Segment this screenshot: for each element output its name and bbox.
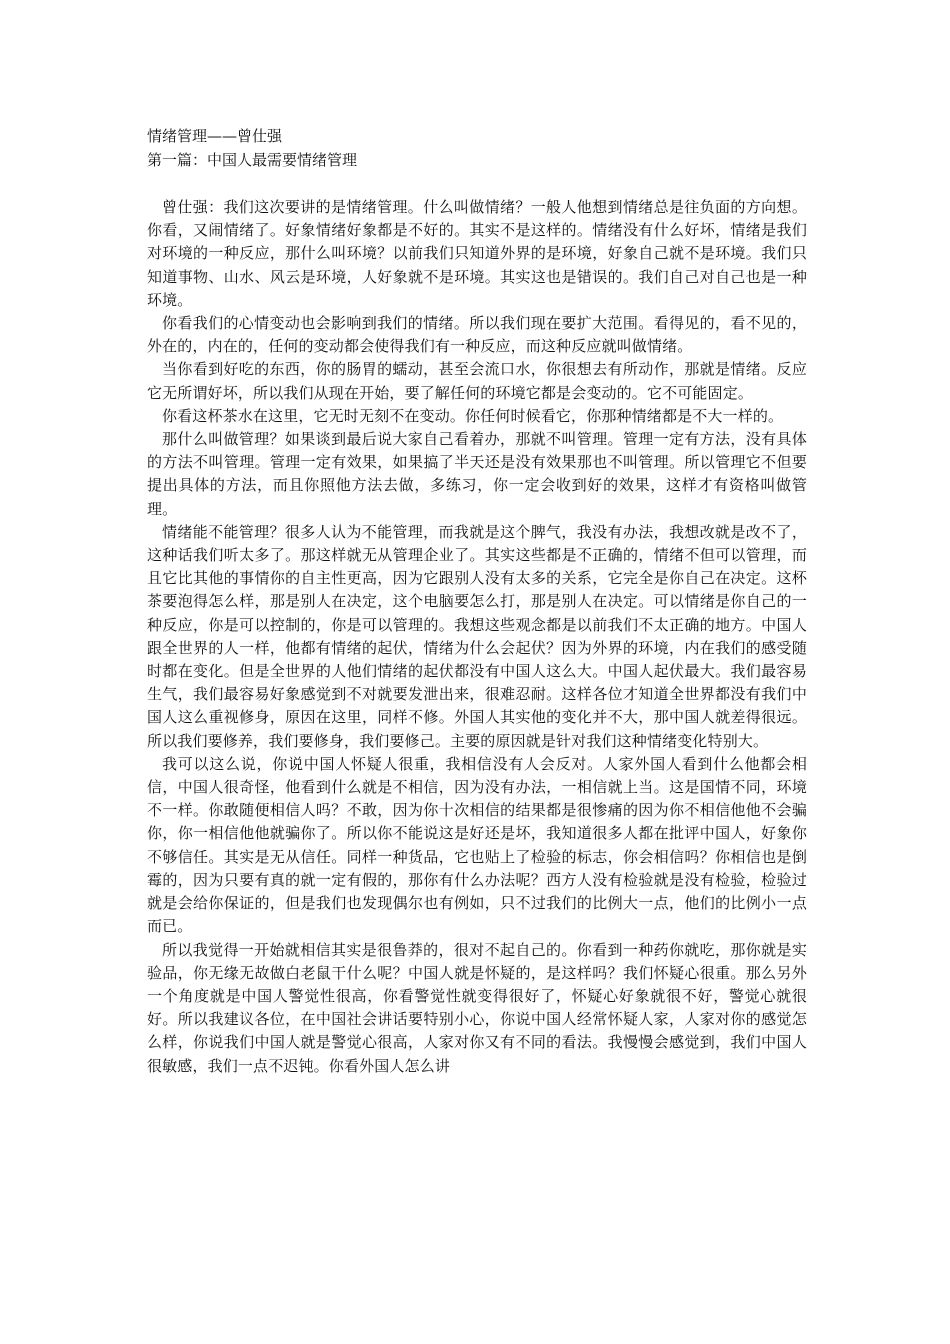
paragraph-8: 所以我觉得一开始就相信其实是很鲁莽的，很对不起自己的。你看到一种药你就吃，那你就是实验品，你无缘无故做白老鼠干什么呢？中国人就是怀疑的，是这样吗？我们怀疑心很重。那么另外一个角度就是中国人警觉性很高，你看警觉性就变得很好了，怀疑心好象就很不好，警觉心就很好。所以我建议各位，在中国社会讲话要特别小心，你说中国人经常怀疑人家，人家对你的感觉怎么样，你说我们中国人就是警觉心很高，人家对你又有不同的看法。我慢慢会感觉到，我们中国人很敏感，我们一点不迟钝。你看外国人怎么讲	[147, 940, 807, 1075]
document-page	[147, 124, 807, 1078]
paragraph-6: 情绪能不能管理？很多人认为不能管理，而我就是这个脾气，我没有办法，我想改就是改不了，这种话我们听太多了。那这样就无从管理企业了。其实这些都是不正确的，情绪不但可以管理，而且它比其他的事情你的自主性更高，因为它跟别人没有太多的关系，它完全是你自己在决定。这杯茶要泡得怎么样，那是别人在决定，这个电脑要怎么打，那是别人在决定。可以情绪是你自己的一种反应，你是可以控制的，你是可以管理的。我想这些观念都是以前我们不太正确的地方。中国人跟全世界的人一样，他都有情绪的起伏，情绪为什么会起伏？因为外界的环境，内在我们的感受随时都在变化。但是全世界的人他们情绪的起伏都没有中国人这么大。中国人起伏最大。我们最容易生气，我们最容易好象感觉到不对就要发泄出来，很难忍耐。这样各位才知道全世界都没有我们中国人这么重视修身，原因在这里，同样不修。外国人其实他的变化并不大，那中国人就差得很远。所以我们要修养，我们要修身，我们要修己。主要的原因就是针对我们这种情绪变化特别大。	[147, 522, 807, 750]
paragraph-7: 我可以这么说，你说中国人怀疑人很重，我相信没有人会反对。人家外国人看到什么他都会相信，中国人很奇怪，他看到什么就是不相信，因为没有办法，一相信就上当。这是国情不同，环境不一样。你敢随便相信人吗？不敢，因为你十次相信的结果都是很惨痛的因为你不相信他他不会骗你，你一相信他他就骗你了。所以你不能说这是好还是坏，我知道很多人都在批评中国人，好象你不够信任。其实是无从信任。同样一种货品，它也贴上了检验的标志，你会相信吗？你相信也是倒霉的，因为只要有真的就一定有假的，那你有什么办法呢？西方人没有检验就是没有检验，检验过就是会给你保证的，但是我们也发现偶尔也有例如，只不过我们的比例大一点，他们的比例小一点而已。	[147, 754, 807, 936]
spacer	[147, 172, 807, 196]
paragraph-2: 你看我们的心情变动也会影响到我们的情绪。所以我们现在要扩大范围。看得见的，看不见的，外在的，内在的，任何的变动都会使得我们有一种反应，而这种反应就叫做情绪。	[147, 314, 807, 356]
document-title: 情绪管理——曾仕强	[147, 127, 283, 145]
chapter-title: 第一篇：中国人最需要情绪管理	[147, 151, 358, 169]
paragraph-1: 曾仕强：我们这次要讲的是情绪管理。什么叫做情绪？一般人他想到情绪总是往负面的方向想。你看，又闹情绪了。好象情绪好象都是不好的。其实不是这样的。情绪没有什么好坏，情绪是我们对环境的一种反应，那什么叫环境？以前我们只知道外界的是环境，好象自己就不是环境。我们只知道事物、山水、风云是环境，人好象就不是环境。其实这也是错误的。我们自己对自己也是一种环境。	[147, 198, 807, 309]
paragraph-3: 当你看到好吃的东西，你的肠胃的蠕动，甚至会流口水，你很想去有所动作，那就是情绪。反应它无所谓好坏，所以我们从现在开始，要了解任何的环境它都是会变动的。它不可能固定。	[147, 360, 807, 402]
paragraph-4: 你看这杯茶水在这里，它无时无刻不在变动。你任何时候看它，你那种情绪都是不大一样的。	[162, 406, 784, 425]
paragraph-5: 那什么叫做管理？如果谈到最后说大家自己看着办，那就不叫管理。管理一定有方法，没有具体的方法不叫管理。管理一定有效果，如果搞了半天还是没有效果那也不叫管理。所以管理它不但要提出具体的方法，而且你照他方法去做，多练习，你一定会收到好的效果，这样才有资格叫做管理。	[147, 430, 807, 518]
